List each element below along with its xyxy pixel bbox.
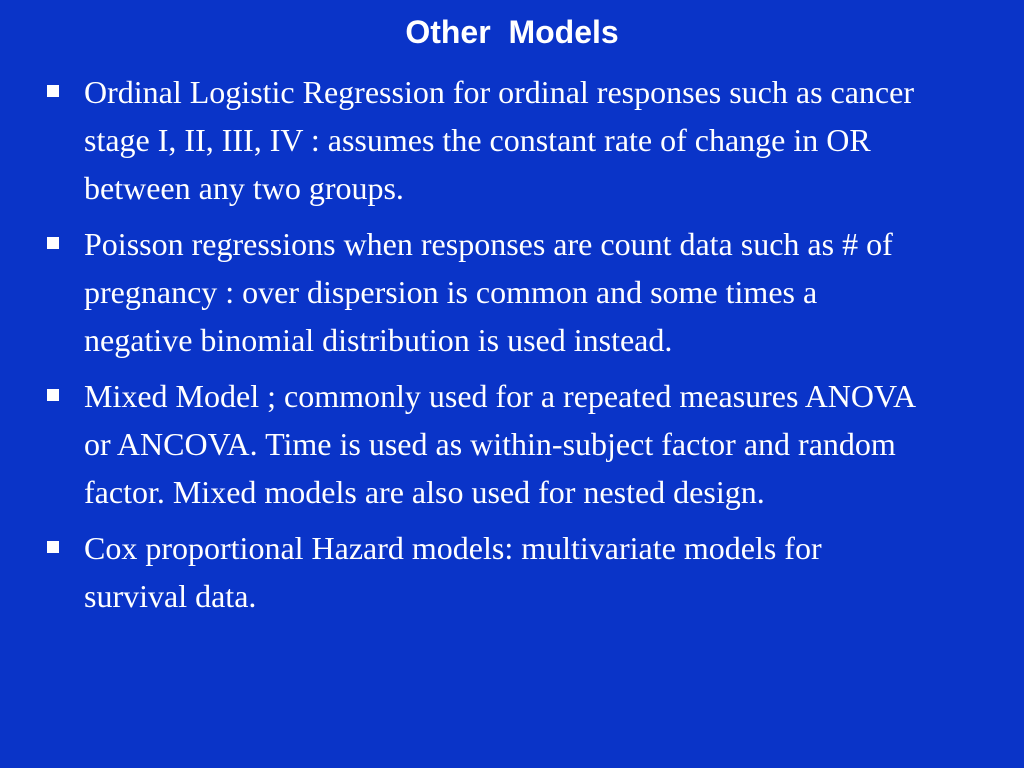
bullet-item [0, 68, 1024, 212]
square-bullet-icon [47, 389, 59, 401]
bullet-text: Ordinal Logistic Regression for ordinal responses such as cancer stage I, II, III, IV : assumes the constant rate of change in OR between any two groups. [84, 74, 914, 206]
square-bullet-icon [47, 237, 59, 249]
square-bullet-icon [47, 541, 59, 553]
bullet-list [0, 68, 1024, 628]
bullet-text: Poisson regressions when responses are count data such as # of pregnancy : over dispersion is common and some times a negative binomial distribution is used instead. [84, 226, 893, 358]
bullet-item [0, 220, 1024, 364]
bullet-item [0, 372, 1024, 516]
bullet-item [0, 524, 1024, 620]
bullet-text: Mixed Model ; commonly used for a repeated measures ANOVA or ANCOVA. Time is used as within-subject factor and random factor. Mixed models are also used for nested design. [84, 378, 915, 510]
slide-title: Other Models [405, 14, 619, 50]
square-bullet-icon [47, 85, 59, 97]
bullet-text: Cox proportional Hazard models: multivariate models for survival data. [84, 530, 822, 614]
